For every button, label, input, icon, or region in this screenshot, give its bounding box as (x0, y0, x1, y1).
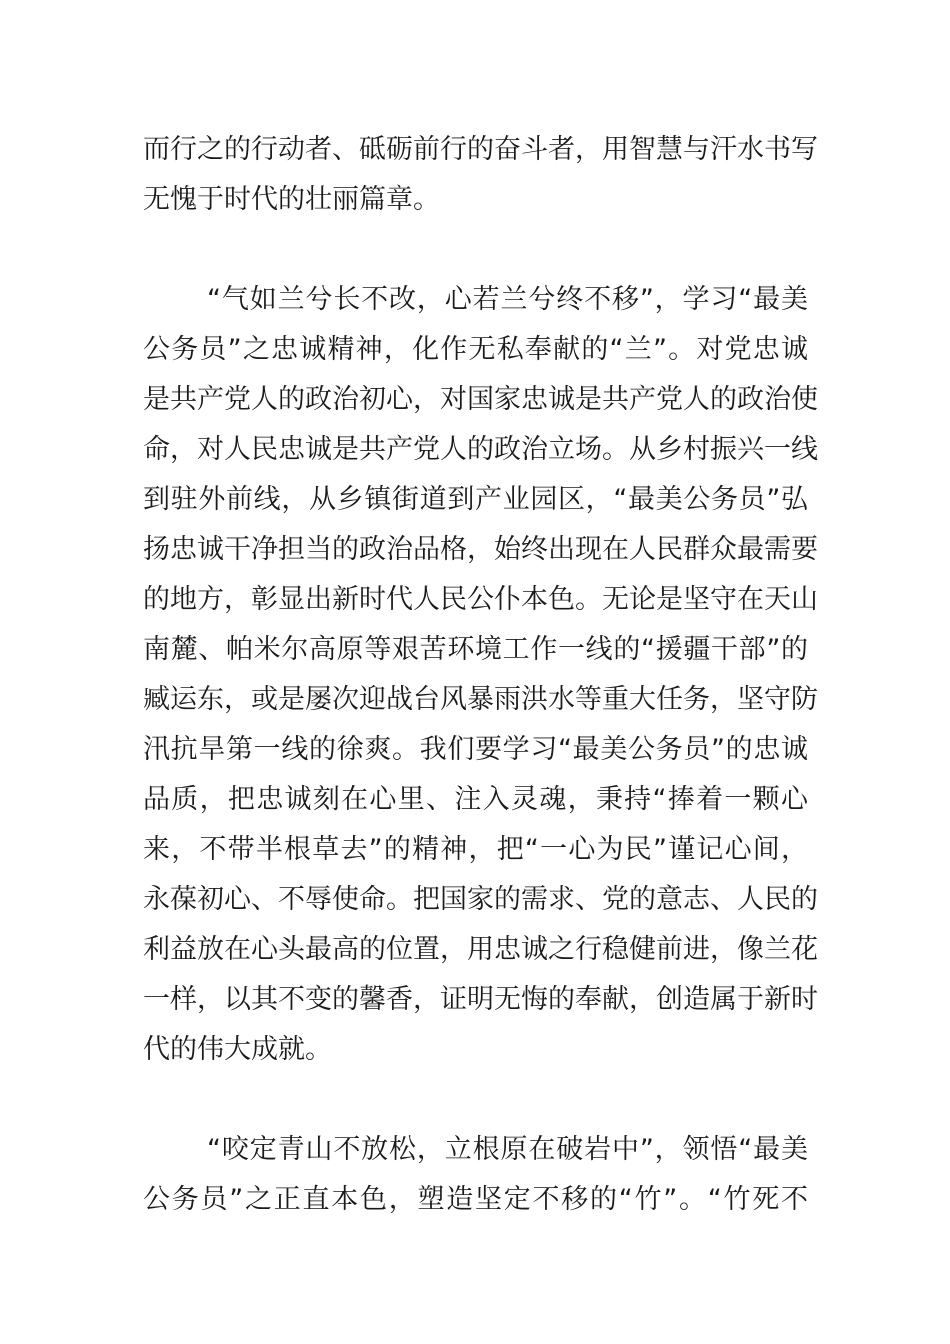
text-line: 公务员”之正直本色，塑造坚定不移的“竹”。“竹死不 (143, 1184, 808, 1215)
text-line: 无愧于时代的壮丽篇章。 (143, 184, 440, 215)
text-line: 汛抗旱第一线的徐爽。我们要学习“最美公务员”的忠诚 (143, 734, 808, 765)
text-line: 的地方，彰显出新时代人民公仆本色。无论是坚守在天山 (143, 584, 818, 615)
text-line: 公务员”之忠诚精神，化作无私奉献的“兰”。对党忠诚 (143, 334, 808, 365)
text-line: “气如兰兮长不改，心若兰兮终不移”，学习“最美 (207, 284, 808, 315)
text-line: 南麓、帕米尔高原等艰苦环境工作一线的“援疆干部”的 (143, 634, 808, 665)
text-line: 扬忠诚干净担当的政治品格，始终出现在人民群众最需要 (143, 534, 818, 565)
text-line: 来，不带半根草去”的精神，把“一心为民”谨记心间， (143, 834, 808, 865)
text-line: 命，对人民忠诚是共产党人的政治立场。从乡村振兴一线 (143, 434, 818, 465)
text-line: 一样，以其不变的馨香，证明无悔的奉献，创造属于新时 (143, 984, 818, 1015)
text-line: 臧运东，或是屡次迎战台风暴雨洪水等重大任务，坚守防 (143, 684, 818, 715)
text-line: 而行之的行动者、砥砺前行的奋斗者，用智慧与汗水书写 (143, 134, 818, 165)
text-line: 永葆初心、不辱使命。把国家的需求、党的意志、人民的 (143, 884, 818, 915)
text-line: 是共产党人的政治初心，对国家忠诚是共产党人的政治使 (143, 384, 818, 415)
text-line: 利益放在心头最高的位置，用忠诚之行稳健前进，像兰花 (143, 934, 818, 965)
text-line: 到驻外前线，从乡镇街道到产业园区，“最美公务员”弘 (143, 484, 808, 515)
text-line: “咬定青山不放松，立根原在破岩中”，领悟“最美 (207, 1134, 808, 1165)
text-line: 代的伟大成就。 (143, 1034, 332, 1065)
text-line: 品质，把忠诚刻在心里、注入灵魂，秉持“捧着一颗心 (143, 784, 808, 815)
